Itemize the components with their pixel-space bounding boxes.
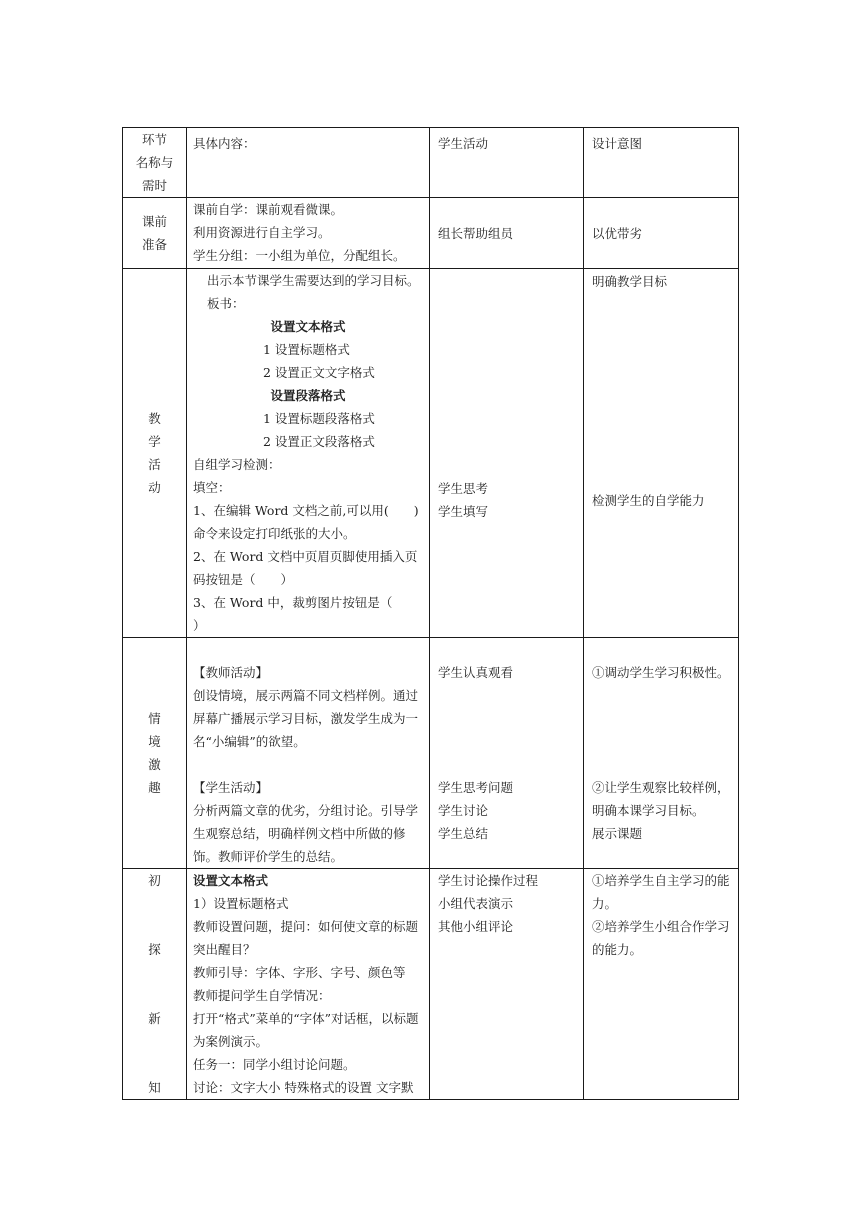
scene-activity-line: 学生总结 <box>438 826 489 841</box>
header-intent-label: 设计意图 <box>592 136 643 151</box>
explore-activity-line: 其他小组评论 <box>438 919 514 934</box>
teach-stage-char: 学 <box>148 434 161 449</box>
explore-stage-char: 探 <box>148 942 161 957</box>
explore-paragraph: 教师引导：字体、字形、字号、颜色等 <box>193 965 406 980</box>
explore-stage-char: 知 <box>148 1080 161 1095</box>
teach-question-3: 3、在 Word 中，裁剪图片按钮是（ ） <box>193 595 418 633</box>
explore-stage-char: 初 <box>148 873 161 888</box>
explore-stage-cell <box>123 869 187 1100</box>
teach-heading-text-format: 设置文本格式 <box>270 319 346 334</box>
explore-intent-cell <box>584 869 739 1100</box>
teach-heading-paragraph-format: 设置段落格式 <box>270 388 346 403</box>
prep-activity-cell <box>430 198 584 269</box>
header-content-label: 具体内容： <box>193 136 256 151</box>
scene-stage-char: 激 <box>148 757 161 772</box>
teach-stage-char: 动 <box>148 480 161 495</box>
header-activity-label: 学生活动 <box>438 136 489 151</box>
prep-activity-text: 组长帮助组员 <box>438 225 514 241</box>
scene-intent-top: ①调动学生学习积极性。 <box>592 665 730 680</box>
explore-row <box>123 869 739 1100</box>
scene-intent-bottom: ②让学生观察比较样例，明确本课学习目标。 <box>592 780 730 818</box>
explore-activity-line: 学生讨论操作过程 <box>438 873 539 888</box>
explore-intent-line: ①培养学生自主学习的能力。 <box>592 873 730 911</box>
prep-content-line: 学生分组：一小组为单位，分配组长。 <box>193 248 406 263</box>
explore-paragraph: 教师提问学生自学情况： <box>193 988 331 1003</box>
scene-content-cell <box>187 638 430 869</box>
explore-paragraph: 任务一：同学小组讨论问题。 <box>193 1057 356 1072</box>
teach-content-cell <box>187 269 430 638</box>
lesson-plan-table <box>122 127 739 1100</box>
prep-stage-line: 准备 <box>141 237 167 252</box>
explore-paragraph: 打开“格式”菜单的“字体”对话框，以标题为案例演示。 <box>193 1011 419 1049</box>
scene-activity-top: 学生认真观看 <box>438 665 514 680</box>
scene-intent-extra: 展示课题 <box>592 826 643 841</box>
teach-heading-item: 1 设置标题段落格式 <box>263 411 375 426</box>
explore-activity-line: 小组代表演示 <box>438 896 514 911</box>
scene-student-text: 分析两篇文章的优劣，分组讨论。引导学生观察总结，明确样例文档中所做的修饰。教师评价学生的总结。 <box>193 803 419 864</box>
scene-teacher-title: 【教师活动】 <box>193 665 269 680</box>
prep-content-cell <box>187 198 430 269</box>
prep-intent-cell <box>584 198 739 269</box>
teach-heading-item: 2 设置正文文字格式 <box>263 365 375 380</box>
explore-intent-line: ②培养学生小组合作学习的能力。 <box>592 919 730 957</box>
scene-activity-line: 学生讨论 <box>438 803 489 818</box>
explore-title: 设置文本格式 <box>193 873 269 888</box>
teach-heading-item: 1 设置标题格式 <box>263 342 350 357</box>
explore-stage-char: 新 <box>148 1011 161 1026</box>
teach-activity-cell <box>430 269 584 638</box>
teach-intent-top: 明确教学目标 <box>592 274 668 289</box>
header-stage-line: 需时 <box>141 178 167 193</box>
teach-fill-label: 填空： <box>193 480 231 495</box>
scene-activity-line: 学生思考问题 <box>438 780 514 795</box>
scene-stage-char: 情 <box>148 711 161 726</box>
teach-heading-item: 2 设置正文段落格式 <box>263 434 375 449</box>
scene-stage-cell <box>123 638 187 869</box>
scene-stage-char: 境 <box>148 734 161 749</box>
scene-teacher-text: 创设情境，展示两篇不同文档样例。通过屏幕广播展示学习目标，激发学生成为一名“小编辑”的欲望。 <box>193 688 419 749</box>
scene-student-title: 【学生活动】 <box>193 780 269 795</box>
prep-content-line: 利用资源进行自主学习。 <box>193 225 331 240</box>
teach-question-2: 2、在 Word 文档中页眉页脚使用插入页码按钮是（ ） <box>193 549 418 587</box>
teach-row <box>123 269 739 638</box>
teach-activity-line: 学生填写 <box>438 504 489 519</box>
scene-activity-cell <box>430 638 584 869</box>
prep-intent-text: 以优带劣 <box>592 225 643 241</box>
explore-content-cell <box>187 869 430 1100</box>
scene-row <box>123 638 739 869</box>
teach-intent-cell <box>584 269 739 638</box>
header-intent-cell <box>584 128 739 198</box>
explore-subtitle: 1）设置标题格式 <box>193 896 289 911</box>
header-stage-cell <box>123 128 187 198</box>
teach-activity-line: 学生思考 <box>438 481 489 496</box>
prep-stage-line: 课前 <box>141 214 167 229</box>
scene-stage-char: 趣 <box>148 780 161 795</box>
explore-paragraph: 教师设置问题，提问：如何使文章的标题突出醒目？ <box>193 919 419 957</box>
header-stage-line: 名称与 <box>135 155 174 170</box>
prep-row <box>123 198 739 269</box>
teach-question-1: 1、在编辑 Word 文档之前,可以用( )命令来设定打印纸张的大小。 <box>193 503 419 541</box>
explore-paragraph: 讨论：文字大小 特殊格式的设置 文字默 <box>193 1080 414 1095</box>
header-activity-cell <box>430 128 584 198</box>
teach-intent-mid: 检测学生的自学能力 <box>592 493 705 508</box>
prep-content-line: 课前自学：课前观看微课。 <box>193 202 344 217</box>
teach-stage-cell <box>123 269 187 638</box>
teach-intro: 出示本节课学生需要达到的学习目标。 <box>207 273 420 288</box>
explore-activity-cell <box>430 869 584 1100</box>
teach-board-label: 板书： <box>207 296 245 311</box>
header-row <box>123 128 739 198</box>
teach-stage-char: 教 <box>148 411 161 426</box>
prep-stage-cell <box>123 198 187 269</box>
scene-intent-cell <box>584 638 739 869</box>
teach-check-label: 自组学习检测： <box>193 457 281 472</box>
header-content-cell <box>187 128 430 198</box>
teach-stage-char: 活 <box>148 457 161 472</box>
header-stage-line: 环节 <box>141 132 167 147</box>
